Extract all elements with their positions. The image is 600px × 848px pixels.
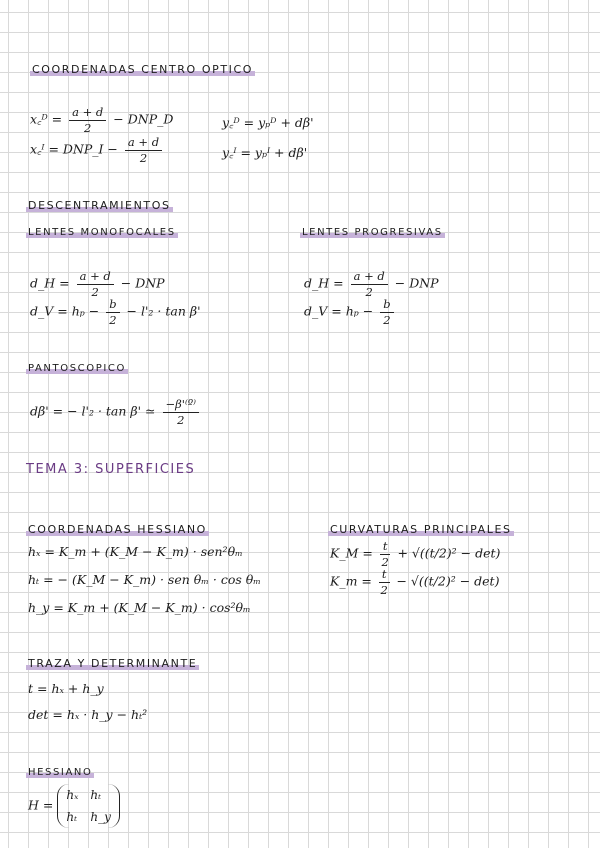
heading-coordenadas-centro-optico: COORDENADAS CENTRO OPTICO — [32, 63, 254, 76]
formula-curvatura-maxima: K_M = $\frac{t}{2}$ + √((t/2)² − det) — [330, 539, 501, 569]
formula-prog-dv: d_V = hₚ − $\frac{b}{2}$ — [304, 298, 397, 326]
matrix-cell: hₓ — [66, 788, 79, 802]
matrix-cell: hₜ — [90, 788, 102, 802]
formula-yc-izquierdo: y꜀ᴵ = yₚᴵ + dβ' — [222, 145, 308, 160]
heading-coordenadas-hessiano: COORDENADAS HESSIANO — [28, 523, 207, 536]
heading-descentramientos: DESCENTRAMIENTOS — [28, 199, 171, 212]
formula-prog-dh: d_H = $\frac{a + d}{2}$ − DNP — [304, 269, 439, 299]
heading-traza-determinante: TRAZA Y DETERMINANTE — [28, 657, 198, 670]
formula-xc-izquierdo: x꜀ᴵ = DNP_I − $\frac{a + d}{2}$ — [30, 136, 165, 164]
section-title-tema-3: TEMA 3: SUPERFICIES — [26, 462, 196, 477]
formula-pantoscopico: dβ' = − l'₂ · tan β' ≃ $\frac{\text{−β'⁽º⁾}}{2}$ — [30, 398, 202, 426]
formula-yc-derecho: y꜀ᴰ = yₚᴰ + dβ' — [222, 115, 314, 130]
formula-hyy: h_y = K_m + (K_M − K_m) · cos²θₘ — [28, 600, 251, 615]
heading-lentes-monofocales: LENTES MONOFOCALES — [28, 227, 176, 238]
formula-hxx: hₓ = K_m + (K_M − K_m) · sen²θₘ — [28, 544, 243, 559]
heading-pantoscopico: PANTOSCOPICO — [28, 363, 126, 374]
matrix-cell: hₜ — [66, 810, 78, 824]
matrix-cell: h_y — [90, 810, 111, 824]
heading-curvaturas-principales: CURVATURAS PRINCIPALES — [330, 523, 512, 536]
heading-hessiano: HESSIANO — [28, 767, 93, 778]
formula-curvatura-minima: K_m = $\frac{t}{2}$ − √((t/2)² − det) — [330, 567, 500, 597]
formula-hxy: hₜ = − (K_M − K_m) · sen θₘ · cos θₘ — [28, 572, 261, 587]
hessiano-matrix-equation: H = hₓ hₜ hₜ h_y — [28, 784, 120, 828]
hessiano-matrix — [57, 784, 120, 828]
formula-xc-derecho: x꜀ᴰ = $\frac{a + d}{2}$ − DNP_D — [30, 105, 174, 135]
formula-traza: t = hₓ + h_y — [28, 681, 104, 696]
formula-mono-dv: d_V = hₚ − $\frac{b}{2}$ − l'₂ · tan β' — [30, 297, 201, 327]
formula-mono-dh: d_H = $\frac{a + d}{2}$ − DNP — [30, 269, 165, 299]
formula-determinante: det = hₓ · h_y − hₜ² — [28, 707, 148, 722]
heading-lentes-progresivas: LENTES PROGRESIVAS — [302, 227, 443, 238]
